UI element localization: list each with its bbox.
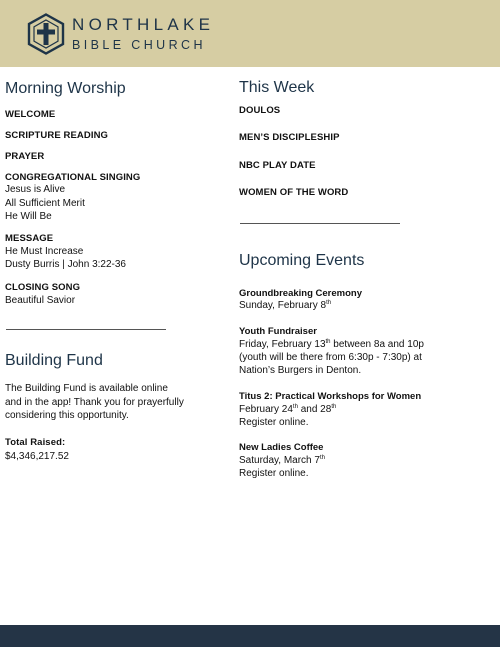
section-divider [240, 223, 400, 224]
order-message: MESSAGE [5, 233, 54, 244]
message-title: He Must Increase [5, 246, 84, 257]
total-raised-value: $4,346,217.52 [5, 451, 69, 462]
header-banner [0, 0, 500, 67]
closing-song-title: Beautiful Savior [5, 295, 76, 306]
event-title: Titus 2: Practical Workshops for Women [239, 391, 422, 402]
song-item: He Will Be [5, 211, 52, 222]
event-note: Register online. [239, 417, 309, 428]
church-name [72, 16, 214, 53]
footer-bar [0, 625, 500, 647]
event-detail: (youth will be there from 6:30p - 7:30p) at [239, 352, 422, 363]
event-title: Groundbreaking Ceremony [239, 288, 362, 299]
morning-worship-heading: Morning Worship [5, 80, 126, 97]
this-week-item: NBC PLAY DATE [239, 160, 316, 171]
message-speaker: Dusty Burris | John 3:22-36 [5, 259, 126, 270]
church-name-line1: NORTHLAKE [72, 15, 215, 34]
event-title: Youth Fundraiser [239, 326, 317, 337]
order-prayer: PRAYER [5, 151, 45, 162]
cross-hexagon-icon [27, 13, 65, 55]
this-week-heading: This Week [239, 79, 315, 96]
event-date: February 24th and 28th [239, 404, 337, 415]
event-date: Saturday, March 7th [239, 455, 325, 466]
order-closing-song: CLOSING SONG [5, 282, 81, 293]
event-title: New Ladies Coffee [239, 442, 324, 453]
building-fund-text: and in the app! Thank you for prayerfully [5, 397, 184, 408]
song-item: All Sufficient Merit [5, 198, 85, 209]
total-raised-label: Total Raised: [5, 437, 66, 448]
order-welcome: WELCOME [5, 109, 56, 120]
event-detail: Nation’s Burgers in Denton. [239, 365, 362, 376]
event-note: Register online. [239, 468, 309, 479]
event-date: Sunday, February 8th [239, 300, 332, 311]
building-fund-text: The Building Fund is available online [5, 383, 168, 394]
song-item: Jesus is Alive [5, 184, 66, 195]
upcoming-events-heading: Upcoming Events [239, 252, 365, 269]
event-date: Friday, February 13th between 8a and 10p [239, 339, 424, 350]
this-week-item: DOULOS [239, 105, 281, 116]
order-congregational-singing: CONGREGATIONAL SINGING [5, 172, 141, 183]
building-fund-text: considering this opportunity. [5, 410, 129, 421]
building-fund-heading: Building Fund [5, 352, 103, 369]
this-week-item: MEN’S DISCIPLESHIP [239, 132, 340, 143]
order-scripture-reading: SCRIPTURE READING [5, 130, 109, 141]
this-week-item: WOMEN OF THE WORD [239, 187, 349, 198]
section-divider [6, 329, 166, 330]
church-name-line2: BIBLE CHURCH [72, 38, 206, 52]
